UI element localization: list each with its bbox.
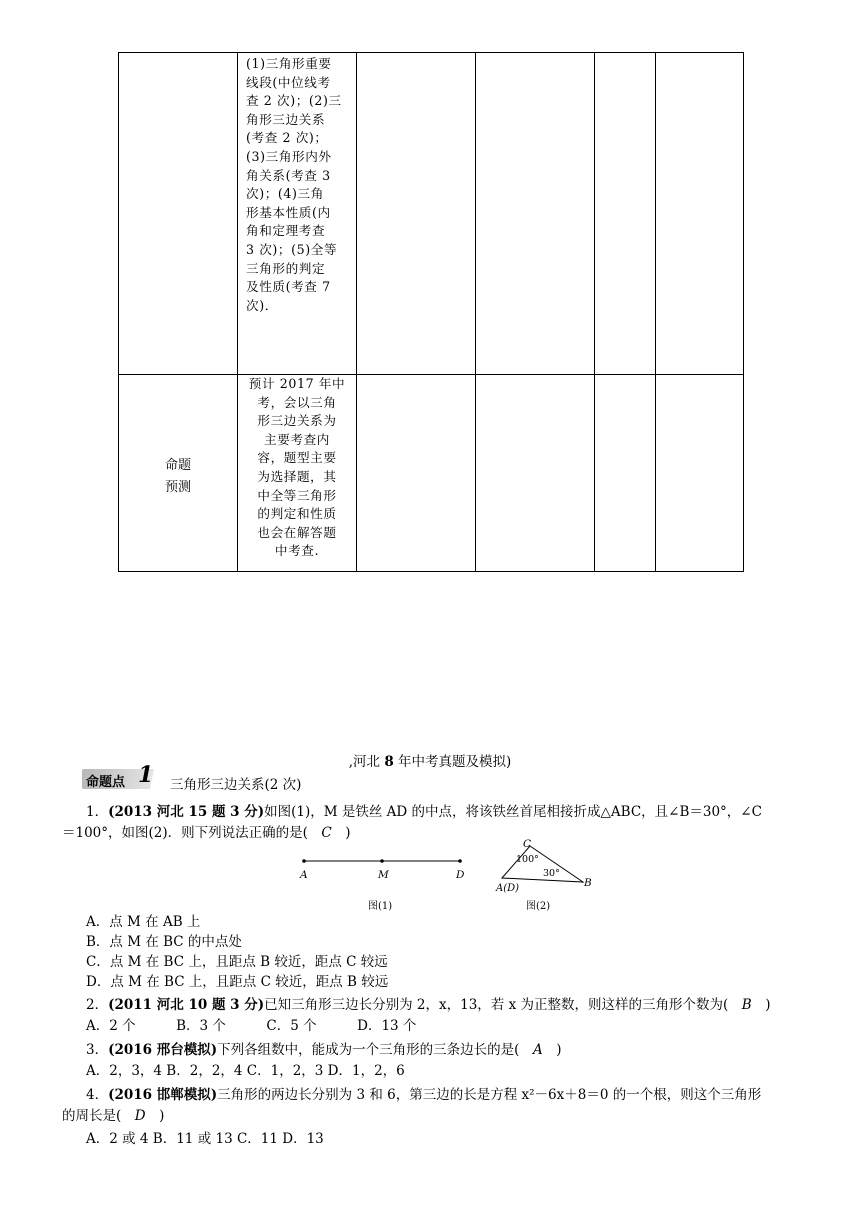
row2-text-line: 形三边关系为 (257, 413, 337, 429)
row-heading-line: 预测 (164, 480, 191, 495)
table-cell (476, 375, 595, 572)
row2-text-line: 也会在解答题 (257, 524, 337, 540)
paren: ) (159, 1108, 165, 1124)
question-source: (2016 邢台模拟) (108, 1042, 218, 1058)
question-text: 如图(1)，M 是铁丝 AD 的中点，将该铁丝首尾相接折成△ABC，且∠B＝30°，∠C (264, 804, 762, 820)
figure-2 (495, 838, 592, 912)
topic-badge-number: 1 (138, 762, 154, 788)
row1-text-line: 角形三边关系 (246, 111, 326, 127)
table-cell-label (119, 53, 238, 375)
row1-text-line: (考查 2 次)； (246, 130, 328, 146)
row1-text (238, 53, 356, 315)
row1-text-line: 线段(中位线考 (246, 74, 331, 90)
question-text: 三角形的两边长分别为 3 和 6，第三边的长是方程 x²－6x＋8＝0 的一个根，则这个三角形 (217, 1087, 762, 1103)
topic-badge-label: 命题点 (86, 775, 126, 790)
question-number: 2． (86, 997, 109, 1013)
point-m (380, 859, 384, 863)
question-text: 下列各组数中，能成为一个三角形的三条边长的是( (217, 1042, 520, 1058)
row1-text-line: (3)三角形内外 (246, 148, 332, 164)
table-cell (595, 375, 656, 572)
point-d (458, 859, 462, 863)
row1-text-line: 形基本性质(内 (246, 204, 331, 220)
row1-text-line: 次)． (246, 297, 278, 313)
question-3-options: A．2，3，4 B．2，2，4 C．1，2，3 D．1，2，6 (86, 1063, 405, 1079)
answer: B (741, 997, 752, 1013)
angle-b-label: 30° (543, 868, 560, 879)
answer: D (134, 1108, 146, 1124)
table-row (119, 53, 744, 375)
question-number: 3． (86, 1042, 109, 1058)
label-ad: A(D) (496, 883, 520, 894)
row1-text-line: 查 2 次)；(2)三 (246, 93, 342, 109)
row1-text-line: (1)三角形重要 (246, 56, 332, 71)
option-b: B．点 M 在 BC 的中点处 (86, 934, 242, 950)
question-2 (0, 993, 860, 1013)
question-number: 1． (86, 804, 109, 820)
row1-text-line: 及性质(考查 7 (246, 279, 331, 295)
topic-title: 三角形三边关系(2 次) (170, 777, 302, 793)
figure-1 (299, 859, 465, 912)
table-cell (656, 53, 744, 375)
row2-text-line: 为选择题，其 (257, 468, 337, 484)
label-d: D (456, 869, 465, 881)
exam-analysis-table (118, 52, 744, 572)
table-row (119, 375, 744, 572)
paren: ) (345, 825, 351, 841)
label-a: A (300, 869, 308, 881)
paren: ) (556, 1042, 562, 1058)
label-c: C (523, 838, 532, 850)
row2-text-line: 中考查. (274, 543, 320, 559)
row2-text-line: 中全等三角形 (257, 487, 337, 503)
figure-1-caption: 图(1) (368, 901, 393, 912)
label-m: M (378, 869, 389, 881)
figure-2-caption: 图(2) (526, 901, 551, 912)
table-cell (656, 375, 744, 572)
row2-text (238, 375, 356, 561)
paren: ) (765, 997, 771, 1013)
row1-text-line: 3 次)；(5)全等 (246, 241, 338, 257)
row2-text-line: 预计 2017 年中 (248, 376, 346, 391)
question-4-continued (0, 1104, 860, 1124)
table-cell-content (238, 375, 357, 572)
question-text: 的周长是( (62, 1108, 122, 1124)
question-text: ＝100°，如图(2)．则下列说法正确的是( (62, 825, 308, 841)
question-source: (2011 河北 10 题 3 分) (108, 997, 265, 1013)
row2-text-line: 主要考查内 (264, 431, 330, 447)
option-c: C．点 M 在 BC 上，且距点 B 较近，距点 C 较远 (86, 954, 388, 970)
angle-c-label: 100° (516, 854, 539, 865)
row2-text-line: 的判定和性质 (257, 506, 337, 522)
row1-text-line: 次)；(4)三角 (246, 186, 324, 202)
option-a: A．点 M 在 AB 上 (86, 914, 201, 930)
table-cell-label (119, 375, 238, 572)
row-heading-line: 命题 (164, 458, 191, 473)
question-3 (0, 1038, 860, 1058)
label-b: B (584, 877, 592, 889)
question-source: (2016 邯郸模拟) (108, 1087, 218, 1103)
row2-text-line: 考，会以三角 (257, 394, 337, 410)
row1-text-line: 角关系(考查 3 (246, 167, 331, 183)
answer: C (321, 825, 332, 841)
section-title: ,河北 8 年中考真题及模拟) (348, 754, 512, 770)
question-2-options: A．2 个 B．3 个 C．5 个 D．13 个 (86, 1018, 417, 1034)
question-text: 已知三角形三边长分别为 2，x，13，若 x 为正整数，则这样的三角形个数为( (264, 997, 729, 1013)
figure-1-and-2 (290, 838, 620, 916)
row2-text-line: 容，题型主要 (257, 450, 337, 466)
row-heading (119, 375, 237, 499)
question-source: (2013 河北 15 题 3 分) (108, 804, 265, 820)
question-number: 4． (86, 1087, 109, 1103)
row1-text-line: 角和定理考查 (246, 223, 326, 239)
table-cell-content (238, 53, 357, 375)
table-cell (357, 375, 476, 572)
table-cell (357, 53, 476, 375)
answer: A (532, 1042, 543, 1058)
table-cell (595, 53, 656, 375)
table-cell (476, 53, 595, 375)
question-1 (0, 800, 860, 820)
question-4 (0, 1083, 860, 1103)
point-a (302, 859, 306, 863)
question-4-options: A．2 或 4 B．11 或 13 C．11 D．13 (86, 1131, 324, 1147)
row1-text-line: 三角形的判定 (246, 260, 326, 276)
option-d: D．点 M 在 BC 上，且距点 C 较近，距点 B 较远 (86, 974, 389, 990)
